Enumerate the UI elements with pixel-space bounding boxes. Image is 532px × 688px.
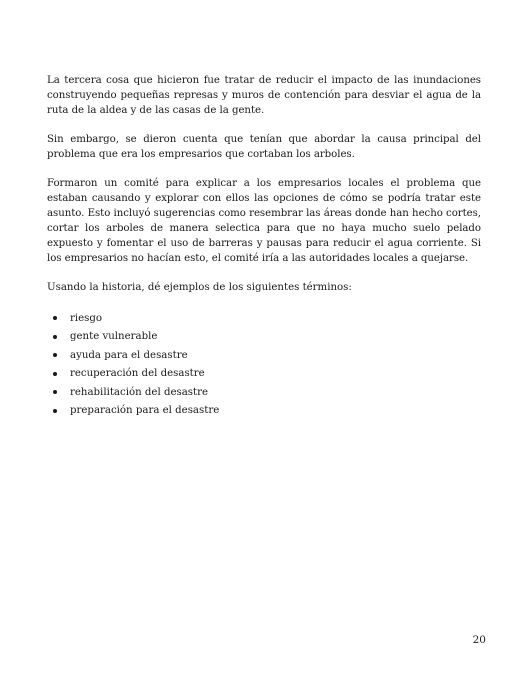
bullet-icon [53, 335, 57, 339]
term-label: ayuda para el desastre [70, 349, 188, 361]
bullet-icon [53, 353, 57, 357]
bullet-icon [53, 316, 57, 320]
term-label: gente vulnerable [70, 331, 158, 343]
list-item [47, 309, 481, 328]
bullet-icon [53, 390, 57, 394]
list-item [47, 402, 481, 421]
list-item [47, 383, 481, 402]
list-item [47, 365, 481, 384]
term-label: riesgo [70, 312, 103, 324]
term-label: preparación para el desastre [70, 405, 220, 417]
paragraph-flood-mitigation: La tercera cosa que hicieron fue tratar de reducir el impacto de las inundaciones construyendo pequeñas represas y muros de contención para desviar el agua de la ruta de la aldea y de las casas de la gente. [47, 75, 481, 116]
bullet-icon [53, 372, 57, 376]
paragraph-root-cause: Sin embargo, se dieron cuenta que tenían que abordar la causa principal del problema que era los empresarios que cortaban los arboles. [47, 134, 481, 160]
term-label: rehabilitación del desastre [70, 386, 209, 398]
term-label: recuperación del desastre [70, 368, 205, 380]
bullet-icon [53, 409, 57, 413]
paragraph-committee: Formaron un comité para explicar a los empresarios locales el problema que estaban causando y explorar con ellos las opciones de cómo se podría tratar este asunto. Esto incluyó sugerencias como resembrar las áreas donde han hecho cortes, cortar los arboles de manera selectica para que no haya mucho suelo pelado expuesto y fomentar el uso de barreras y pausas para reducir el agua corriente. Si los empresarios no hacían esto, el comité iría a las autoridades locales a quejarse. [47, 178, 481, 264]
list-item [47, 346, 481, 365]
list-item [47, 328, 481, 347]
exercise-prompt: Usando la historia, dé ejemplos de los siguientes términos: [47, 282, 352, 293]
page-number: 20 [472, 634, 486, 646]
page-content [47, 73, 481, 420]
terms-list [47, 309, 481, 420]
